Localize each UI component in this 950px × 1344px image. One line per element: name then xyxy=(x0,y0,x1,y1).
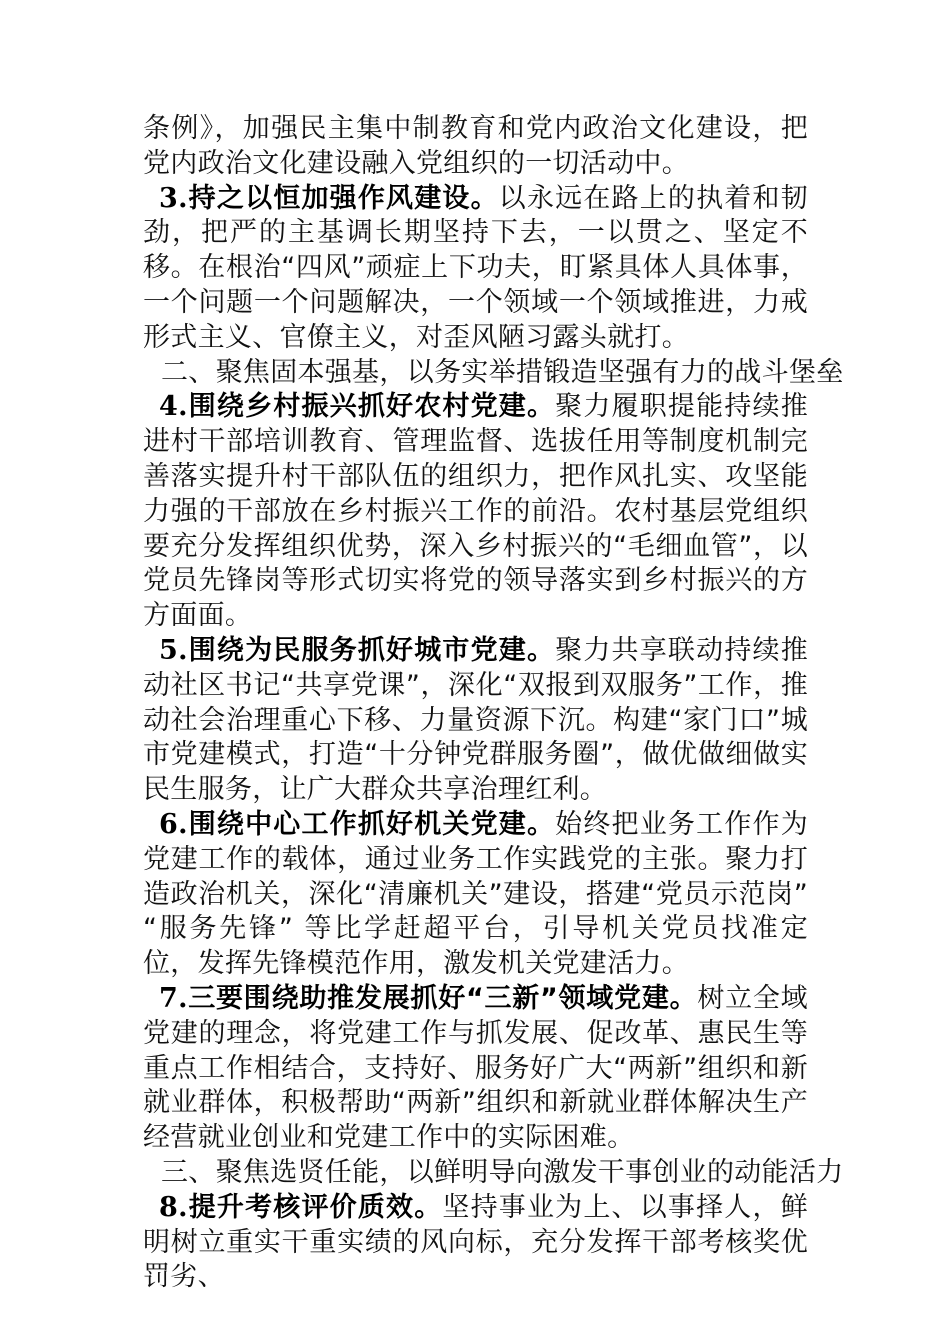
paragraph-item-6 xyxy=(143,808,808,982)
paragraph-text: 聚力履职提能持续推进村干部培训教育、管理监督、选拔任用等制度机制完善落实提升村干部队伍的组织力，把作风扎实、攻坚能力强的干部放在乡村振兴工作的前沿。农村基层党组织要充分发挥组织优势，深入乡村振兴的“毛细血管”，以党员先锋岗等形式切实将党的领导落实到乡村振兴的方方面面。 xyxy=(143,391,808,632)
paragraph-item-4 xyxy=(143,390,808,634)
paragraph-item-3 xyxy=(143,182,808,356)
paragraph-text: 始终把业务工作作为党建工作的载体，通过业务工作实践党的主张。聚力打造政治机关，深化“清廉机关”建设，搭建“党员示范岗” “服务先锋” 等比学赶超平台，引导机关党员找准定位，发挥先锋模范作用，激发机关党建活力。 xyxy=(143,808,808,980)
section-heading-3: 三、聚焦选贤任能，以鲜明导向激发干事创业的动能活力 xyxy=(161,1156,844,1188)
item-lead xyxy=(159,183,499,214)
item-lead-text: 提升考核评价质效。 xyxy=(187,1191,443,1223)
paragraph-text: 坚持事业为上、以事择人，鲜明树立重实干重实绩的风向标，充分发挥干部考核奖优罚劣、 xyxy=(143,1191,808,1293)
paragraph-item-5 xyxy=(143,634,808,808)
item-number: 7. xyxy=(159,982,188,1014)
document-page xyxy=(143,112,844,1295)
item-lead xyxy=(159,983,697,1014)
paragraph-item-8 xyxy=(143,1191,808,1295)
item-lead-text: 三要围绕助推发展抓好“三新”领域党建。 xyxy=(187,982,698,1014)
item-number: 4. xyxy=(159,391,188,423)
paragraph-continuation xyxy=(143,112,808,182)
paragraph-text: 条例》，加强民主集中制教育和党内政治文化建设，把党内政治文化建设融入党组织的一切活动中。 xyxy=(143,113,808,179)
item-number: 8. xyxy=(159,1191,188,1223)
item-number: 3. xyxy=(159,182,188,214)
paragraph-text: 树立全域党建的理念，将党建工作与抓发展、促改革、惠民生等重点工作相结合，支持好、服务好广大“两新”组织和新就业群体，积极帮助“两新”组织和新就业群体解决生产经营就业创业和党建工作中的实际困难。 xyxy=(143,982,808,1154)
section-heading-2: 二、聚焦固本强基，以务实举措锻造坚强有力的战斗堡垒 xyxy=(161,356,844,388)
item-lead xyxy=(159,391,555,422)
paragraph-text: 聚力共享联动持续推动社区书记“共享党课”，深化“双报到双服务”工作，推动社会治理重心下移、力量资源下沉。构建“家门口”城市党建模式，打造“十分钟党群服务圈”，做优做细做实民生服务，让广大群众共享治理红利。 xyxy=(143,634,808,806)
item-lead xyxy=(159,635,555,666)
item-lead-text: 持之以恒加强作风建设。 xyxy=(187,182,499,214)
item-lead-text: 围绕乡村振兴抓好农村党建。 xyxy=(187,391,556,423)
paragraph-text: 以永远在路上的执着和韧劲，把严的主基调长期坚持下去，一以贯之、坚定不移。在根治“四风”顽症上下功夫，盯紧具体人具体事，一个问题一个问题解决，一个领域一个领域推进，力戒形式主义、官僚主义，对歪风陋习露头就打。 xyxy=(143,182,808,353)
item-number: 5. xyxy=(159,634,188,666)
item-lead-text: 围绕中心工作抓好机关党建。 xyxy=(187,808,556,840)
item-lead xyxy=(159,809,555,840)
item-number: 6. xyxy=(159,808,188,840)
paragraph-item-7 xyxy=(143,982,808,1156)
item-lead xyxy=(159,1192,442,1223)
item-lead-text: 围绕为民服务抓好城市党建。 xyxy=(187,634,556,666)
